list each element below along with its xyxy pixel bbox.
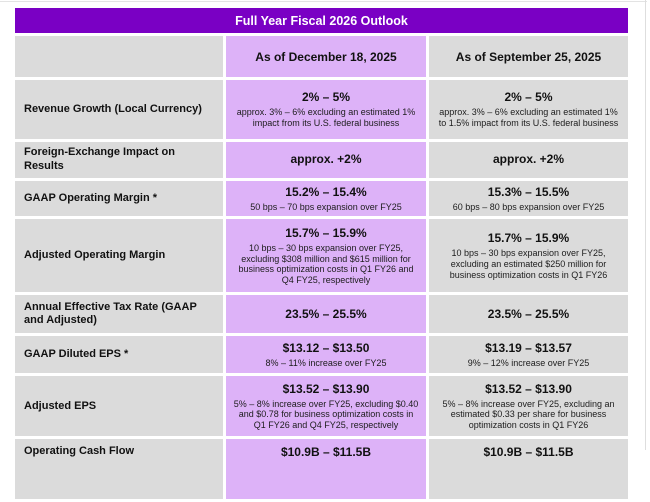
table-row-gaap-diluted-eps [15, 336, 628, 373]
row-label [15, 336, 223, 373]
table-row-adjusted-eps [15, 376, 628, 436]
cell-value: 23.5% – 25.5% [285, 306, 367, 321]
cell-value: 23.5% – 25.5% [487, 306, 570, 321]
table-row-effective-tax-rate [15, 295, 628, 333]
cell-note: approx. 3% – 6% excluding an estimated 1% to 1.5% impact from its U.S. federal business [438, 107, 619, 128]
row-label-text: Adjusted Operating Margin [24, 249, 166, 262]
page-edge-right [645, 0, 646, 450]
cell-december [226, 80, 426, 139]
cell-december [226, 295, 426, 333]
cell-december [226, 181, 426, 217]
table-row-gaap-operating-margin [15, 181, 628, 217]
cell-september [429, 142, 628, 178]
column-header-september-label: As of September 25, 2025 [455, 49, 602, 64]
row-label-text: GAAP Diluted EPS * [24, 348, 129, 361]
column-header-row [15, 36, 628, 77]
cell-september [429, 181, 628, 217]
cell-value: $13.52 – $13.90 [485, 381, 572, 396]
cell-value: approx. +2% [290, 152, 362, 167]
row-label [15, 80, 223, 139]
cell-december [226, 142, 426, 178]
cell-value: 15.3% – 15.5% [487, 184, 570, 199]
cell-value: 2% – 5% [301, 90, 351, 105]
cell-note: 10 bps – 30 bps expansion over FY25, excluding $308 million and $615 million for business optimization costs in Q1 FY26 and Q4 FY25, respectively [238, 242, 414, 286]
cell-september [429, 376, 628, 436]
cell-note: 5% – 8% increase over FY25, excluding $0.40 and $0.78 for business optimization costs in Q1 FY26 and Q4 FY25, respectively [233, 398, 419, 431]
cell-value: $10.9B – $11.5B [483, 445, 574, 460]
table-row-operating-cash-flow [15, 439, 628, 499]
cell-value: $10.9B – $11.5B [280, 445, 372, 460]
cell-note: 50 bps – 70 bps expansion over FY25 [250, 201, 402, 212]
cell-value: $13.19 – $13.57 [485, 340, 572, 355]
cell-december [226, 336, 426, 373]
row-label-text: Foreign-Exchange Impact on Results [24, 146, 175, 172]
column-header-december-label: As of December 18, 2025 [255, 49, 397, 64]
row-label-text: Adjusted EPS [24, 399, 97, 412]
cell-value: $13.12 – $13.50 [282, 340, 370, 355]
cell-value: 15.7% – 15.9% [487, 231, 570, 246]
row-label [15, 439, 223, 499]
cell-september [429, 80, 628, 139]
row-label [15, 376, 223, 436]
row-label-text: Operating Cash Flow [24, 445, 135, 458]
cell-value: $13.52 – $13.90 [282, 381, 370, 396]
cell-value: 15.2% – 15.4% [285, 184, 367, 199]
cell-september [429, 219, 628, 292]
row-label [15, 219, 223, 292]
row-label [15, 142, 223, 178]
cell-value: 2% – 5% [504, 90, 553, 105]
cell-december [226, 439, 426, 499]
cell-september [429, 295, 628, 333]
cell-note: 5% – 8% increase over FY25, excluding an estimated $0.33 per share for business optimization costs in Q1 FY26 [442, 398, 615, 431]
table-row-adjusted-operating-margin [15, 219, 628, 292]
table-row-fx-impact [15, 142, 628, 178]
column-header-september [429, 36, 628, 77]
cell-note: 9% – 12% increase over FY25 [467, 357, 590, 368]
cell-value: approx. +2% [492, 152, 565, 167]
cell-note: 8% – 11% increase over FY25 [265, 357, 387, 368]
cell-september [429, 439, 628, 499]
row-label-text: Annual Effective Tax Rate (GAAP and Adjusted) [24, 300, 197, 327]
row-label-text: GAAP Operating Margin * [24, 191, 158, 204]
page-edge-top [0, 1, 647, 2]
cell-note: 10 bps – 30 bps expansion over FY25, excluding an estimated $250 million for business optimization costs in Q1 FY26 [449, 248, 608, 280]
row-label-text: Revenue Growth (Local Currency) [24, 102, 202, 115]
cell-september [429, 336, 628, 373]
fiscal-outlook-table [15, 8, 628, 502]
cell-december [226, 219, 426, 292]
cell-note: approx. 3% – 6% excluding an estimated 1% impact from its U.S. federal business [236, 107, 416, 128]
cell-value: 15.7% – 15.9% [285, 225, 367, 240]
cell-december [226, 376, 426, 436]
table-row-revenue-growth [15, 80, 628, 139]
cell-note: 60 bps – 80 bps expansion over FY25 [452, 201, 605, 212]
table-title-banner [15, 8, 628, 33]
table-title: Full Year Fiscal 2026 Outlook [235, 13, 408, 28]
row-label [15, 295, 223, 333]
row-label [15, 181, 223, 217]
corner-cell [15, 36, 223, 77]
column-header-december [226, 36, 426, 77]
